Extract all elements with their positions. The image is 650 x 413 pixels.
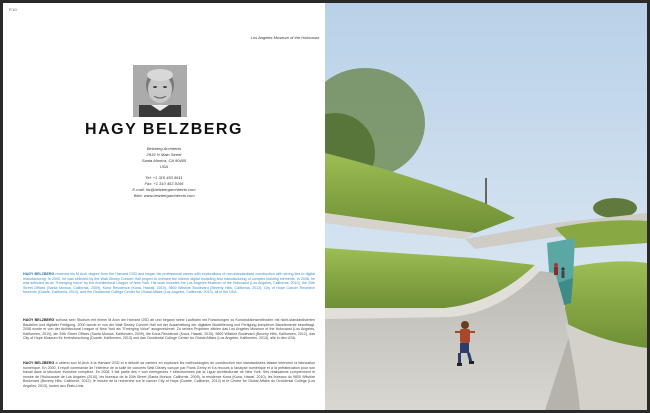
left-page: [3, 3, 325, 410]
book-spread: [3, 3, 647, 410]
country: USA: [159, 164, 169, 169]
contact-block: [3, 146, 325, 199]
museum-photo-svg: [325, 3, 647, 410]
firm-name: Belzberg Architects: [146, 146, 182, 151]
fax: Fax: +1 310 453 9166: [144, 181, 184, 186]
bio-french: [23, 361, 315, 388]
page-number: P.10: [9, 7, 17, 12]
bio-english: [23, 272, 315, 295]
tel: Tel: +1 310 453 9611: [145, 175, 183, 180]
bio-fr-name: HAGY BELZBERG: [23, 361, 55, 365]
bio-de-text: schloss sein Studium mit einem M.Arch am Harvard GSD ab und begann seine Laufbahn mit Forschungen zu Konstruktionsmethoden mit nicht-standardisierten Bauteilen und digitaler Fertigung. 2000 wurde er von der Walt Disney Concert Hall mit der Ausarbeitung der digitalen Modellierung und Fertigung komplexer Bauelemente beauftragt. 2008 wurde er von der Architectural League of New York als "Emerging Voice" ausgezeichnet. Zu seinen Projekten zählen das Los Angeles Museum of the Holocaust (Los Angeles, Kalifornien, 2010), die 20th Street Offices (Santa Monica, Kalifornien, 2009), die Kona Residence (Kona, Hawaii, 2010), 9800 Wilshire Boulevard (Beverly Hills, Kalifornien, 2012), das City of Hope Museum für Krebsforschung (Duarte, Kalifornien, 2013) und das Occidental College Center for Global Affairs (Los Angeles, Kalifornien, 2013), alle in den USA.: [23, 318, 315, 340]
website[interactable]: Web: www.belzbergarchitects.com: [133, 193, 195, 198]
architect-name: HAGY BELZBERG: [85, 121, 243, 138]
museum-landscape-photo: [325, 3, 647, 410]
photo-caption: Los Angeles Museum of the Holocaust: [250, 35, 319, 40]
email[interactable]: E-mail: hb@belzbergarchitects.com: [132, 187, 196, 192]
bio-german: [23, 318, 315, 341]
bio-de-name: HAGY BELZBERG: [23, 318, 55, 322]
bio-fr-text: a obtenu son M.Arch à la Harvard GSD et a débuté sa carrière en explorant les méthodologies de construction non standardisées faisant intervenir la fabrication numérique. En 2000, il reçoit commande de l'intérieur de la salle de concerts Walt Disney conçue par Frank Gehry et il a recours à l'analyse numérique et à la préfabrication pour son travail dans la structure évolutive complexe. En 2008, il fait partie des « voix émergentes » sélectionnées par la Ligue architecturale de New York. Ses réalisations comprennent le musée de l'Holocauste de Los Angeles (2010), les bureaux de la 20th Street (Santa Monica, Californie, 2009), la résidence Kona (Kona, Hawaï, 2010), les bureaux du 9800 Wilshire Boulevard (Beverly Hills, Californie, 2012), le musée de la recherche sur le cancer City of Hope (Duarte, Californie, 2013) et le Centre for Global Affairs du Occidental College (Los Angeles, 2013), toutes aux États-Unis.: [23, 361, 315, 388]
address-line-2: Santa Monica, CA 90405: [141, 158, 187, 163]
bio-en-name: HAGY BELZBERG: [23, 272, 55, 276]
bio-en-text: received his M.Arch degree from the Harvard GSD and began his professional career with explorations of non-standardized construction with strong ties to digital manufacturing. In 2000, he was selected by the Walt Disney Concert Hall project to oversee the interior digital modeling and manufacturing of complex building elements. In 2008, he was selected as an "Emerging Voice" by the Architectural League of New York. His work includes the Los Angeles Museum of the Holocaust (Los Angeles, California, 2010), the 20th Street Offices (Santa Monica, California, 2009), Kona Residence (Kona, Hawaii, 2010), 9800 Wilshire Boulevard (Beverly Hills, California, 2012), City of Hope Cancer Research Museum (Duarte, California, 2013), and the Occidental College Center for Global Affairs (Los Angeles, California, 2013), all in the USA.: [23, 272, 315, 294]
address-line-1: 2919 ½ Main Street: [146, 152, 182, 157]
architect-portrait: [133, 65, 187, 117]
